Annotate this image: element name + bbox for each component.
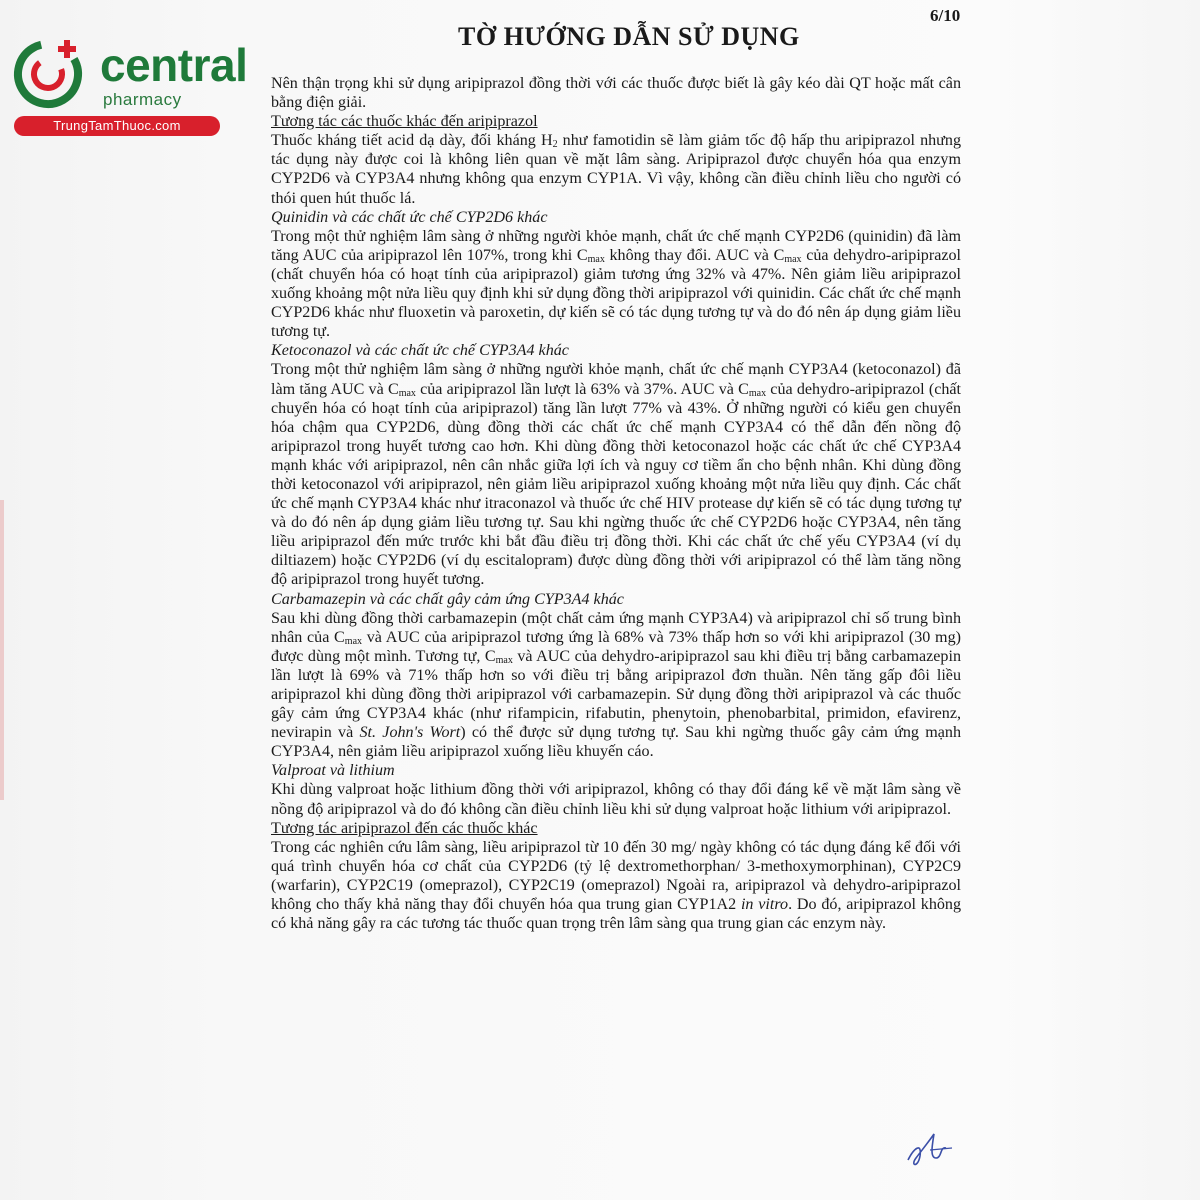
handwritten-signature-icon [900, 1128, 970, 1173]
subscript: max [344, 635, 363, 647]
brand-logo[interactable] [10, 36, 248, 136]
paragraph [271, 227, 961, 342]
paragraph [271, 360, 961, 589]
text-run: như famotidin sẽ làm giảm tốc độ hấp thu aripiprazol nhưng tác dụng này được coi là không liên quan về mặt lâm sàng. Aripiprazol được chuyển hóa qua enzym CYP2D6 và CYP3A4 nhưng không qua enzym CYP1A. Vì vậy, không cần điều chỉnh liều cho người có thói quen hút thuốc lá. [271, 132, 961, 207]
subsection-heading: Quinidin và các chất ức chế CYP2D6 khác [271, 208, 548, 226]
text-run: Trong các nghiên cứu lâm sàng, liều aripiprazol từ 10 đến 30 mg/ ngày không có tác dụng đáng kể đối với quá trình chuyển hóa cơ chất của CYP2D6 (tỷ lệ dextromethorphan/ 3-methoxymorphinan), CYP2C9 (warfarin), CYP2C19 (omeprazol), CYP2C19 (omeprazol) Ngoài ra, aripiprazol và dehydro-aripiprazol không cho thấy khả năng thay đổi chuyển hóa qua trung gian CYP1A2 [271, 838, 961, 914]
subscript: max [398, 387, 416, 399]
text-run: . Do đó, aripiprazol không có khả năng gây ra các tương tác thuốc quan trọng trên lâm sàng qua trung gian các enzym này. [271, 896, 962, 933]
text-run: và AUC của dehydro-aripiprazol sau khi điều trị bằng carbamazepin lần lượt là 69% và 71% thấp hơn so với điều trị bằng aripiprazol đơn thuần. Nên tăng gấp đôi liều aripiprazol khi dùng đồng thời aripiprazol với carbamazepin. Sử dụng đồng thời aripiprazol và các thuốc gây cảm ứng CYP3A4 khác (như rifampicin, rifabutin, phenytoin, phenobarbital, primidon, efavirenz, nevirapin và [271, 647, 961, 742]
document-body [271, 74, 961, 933]
section-heading: Tương tác aripiprazol đến các thuốc khác [271, 819, 538, 837]
paragraph: Nên thận trọng khi sử dụng aripiprazol đồng thời với các thuốc được biết là gây kéo dài QT hoặc mất cân bằng điện giải. [271, 75, 961, 112]
subscript: max [784, 253, 802, 265]
subscript: 2 [552, 139, 558, 151]
text-run: không thay đổi. AUC và C [604, 246, 785, 264]
brand-url[interactable]: TrungTamThuoc.com [14, 116, 220, 136]
document-title: TỜ HƯỚNG DẪN SỬ DỤNG [458, 22, 800, 51]
brand-subtitle: pharmacy [103, 90, 182, 109]
paragraph [271, 609, 961, 762]
text-run: của aripiprazol lần lượt là 63% và 37%. AUC và C [415, 380, 749, 398]
subsection-heading: Valproat và lithium [271, 762, 395, 780]
paragraph [271, 838, 961, 933]
italic-run: St. John's Wort [359, 724, 461, 742]
subscript: max [495, 654, 513, 666]
pharmacy-logo-icon [10, 36, 96, 116]
scan-edge-mark [0, 500, 4, 800]
text-run: của dehydro-aripiprazol (chất chuyển hóa có hoạt tính của aripiprazol) giảm tương ứng 32% và 47%. Nên giảm liều aripiprazol xuống khoảng một nửa liều quy định khi sử dụng đồng thời aripiprazol với quinidin. Các chất ức chế mạnh CYP2D6 khác như fluoxetin và paroxetin, dự kiến sẽ có tác dụng tương tự và do đó nên áp dụng giảm liều tương tự. [271, 246, 961, 341]
subsection-heading: Ketoconazol và các chất ức chế CYP3A4 khác [271, 342, 569, 360]
italic-run: in vitro [740, 896, 789, 914]
text-run: Trong một thử nghiệm lâm sàng ở những người khỏe mạnh, chất ức chế mạnh CYP3A4 (ketoconazol) đã làm tăng AUC và C [271, 361, 961, 398]
paragraph [271, 131, 961, 207]
text-run: ) có thể được sử dụng tương tự. Sau khi ngừng thuốc gây cảm ứng mạnh CYP3A4, nên giảm liều aripiprazol xuống liều khuyến cáo. [271, 724, 961, 761]
subscript: max [748, 387, 767, 399]
text-run: và AUC của aripiprazol tương ứng là 68% và 73% thấp hơn so với khi aripiprazol (30 mg) được dùng một mình. Tương tự, C [271, 628, 961, 665]
subscript: max [587, 253, 605, 265]
text-run: của dehydro-aripiprazol (chất chuyển hóa có hoạt tính của aripiprazol) tăng lần lượt 77% và 43%. Ở những người có kiểu gen chuyển hóa chậm qua CYP2D6, dùng đồng thời các chất ức chế mạnh CYP3A4 có thể dẫn đến nồng độ aripiprazol trong huyết tương cao hơn. Khi dùng đồng thời ketoconazol hoặc các chất ức chế CYP3A4 mạnh khác với aripiprazol, nên cân nhắc giữa lợi ích và nguy cơ tiềm ẩn cho bệnh nhân. Khi dùng đồng thời ketoconazol với aripiprazol, nên giảm liều aripiprazol xuống khoảng một nửa liều quy định. Các chất ức chế mạnh CYP3A4 khác như itraconazol và thuốc ức chế HIV protease dự kiến sẽ có tác dụng tương tự và do đó nên áp dụng giảm liều tương tự. Sau khi ngừng thuốc ức chế CYP2D6 hoặc CYP3A4, nên tăng liều aripiprazol đến mức trước khi bắt đầu điều trị đồng thời. Khi các chất ức chế yếu CYP3A4 (ví dụ diltiazem) hoặc CYP2D6 (ví dụ escitalopram) được dùng đồng thời với aripiprazol có thể làm tăng nồng độ aripiprazol trong huyết tương. [271, 380, 962, 589]
brand-name: central [100, 39, 248, 91]
section-heading: Tương tác các thuốc khác đến aripiprazol [271, 113, 538, 131]
text-run: Trong một thử nghiệm lâm sàng ở những người khỏe mạnh, chất ức chế mạnh CYP2D6 (quinidin) đã làm tăng AUC của aripiprazol lên 107%, trong khi C [271, 227, 961, 264]
page-number: 6/10 [930, 6, 961, 25]
text-run: Sau khi dùng đồng thời carbamazepin (một chất cảm ứng mạnh CYP3A4) và aripiprazol chỉ số trung bình nhân của C [271, 609, 961, 646]
text-run: Thuốc kháng tiết acid dạ dày, đối kháng H [271, 132, 553, 150]
paragraph: Khi dùng valproat hoặc lithium đồng thời với aripiprazol, không có thay đổi đáng kể về mặt lâm sàng về nồng độ aripiprazol và do đó không cần điều chỉnh liều khi sử dụng valproat hoặc lithium với aripiprazol. [271, 781, 961, 818]
subsection-heading: Carbamazepin và các chất gây cảm ứng CYP3A4 khác [271, 590, 624, 608]
